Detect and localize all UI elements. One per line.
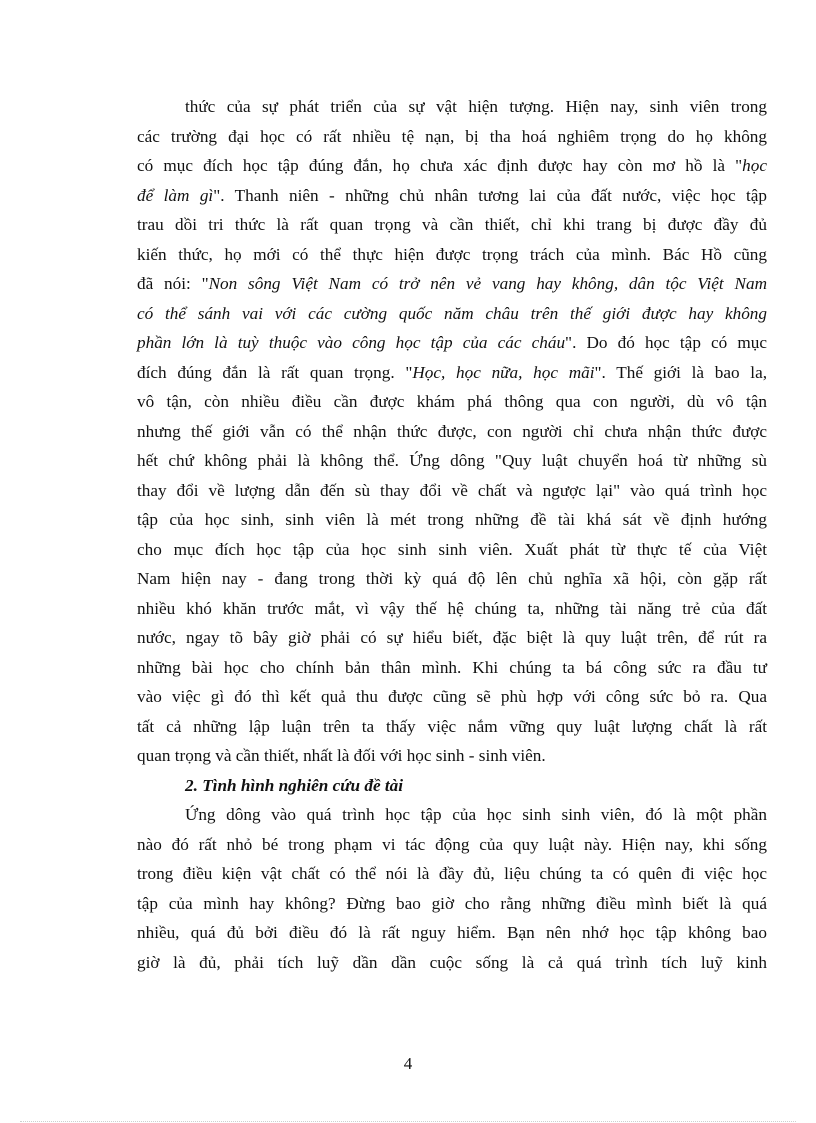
italic-run: Học, học nữa, học mãi [412,362,595,382]
text-line: thức của sự phát triển của sự vật hiện tượng. Hiện nay, sinh viên trong [185,97,767,116]
text-line [137,269,767,299]
text-line: trau dồi tri thức là rất quan trọng và cần thiết, chỉ khi trang bị được đầy đủ [137,215,767,234]
section-heading: 2. Tình hình nghiên cứu đề tài [185,775,404,795]
italic-run: học [742,156,767,175]
text-run: ". Do đó học tập có mục [565,333,767,352]
text-line [137,151,767,181]
text-line [137,358,767,388]
text-line: kiến thức, họ mới có thể thực hiện được trọng trách của mình. Bác Hồ cũng [137,244,767,264]
page-bottom-divider [20,1121,796,1122]
text-line: giờ là đủ, phải tích luỹ dần dần cuộc sống là cả quá trình tích luỹ kinh [137,952,767,972]
text-run: đích đúng đắn là rất quan trọng. " [137,362,413,382]
text-run: có mục đích học tập đúng đắn, họ chưa xác định được hay còn mơ hồ là " [137,156,743,175]
text-line: nước, ngay tõ bây giờ phải có sự hiểu biết, đặc biệt là quy luật trên, để rút ra [137,628,767,647]
text-run: ". Thanh niên - những chủ nhân tương lai của đất nước, việc học tập [213,185,767,205]
text-line: cho mục đích học tập của học sinh sinh viên. Xuất phát từ thực tế của Việt [137,539,767,559]
text-line [137,181,767,211]
text-line: Nam hiện nay - đang trong thời kỳ quá độ lên chủ nghĩa xã hội, còn gặp rất [137,569,767,588]
text-line: thay đổi về lượng dẫn đến sù thay đổi về chất và ngược lại" vào quá trình học [137,480,767,500]
text-line: các trường đại học có rất nhiều tệ nạn, bị tha hoá nghiêm trọng do họ không [137,126,767,146]
text-line: quan trọng và cần thiết, nhất là đối với học sinh - sinh viên. [137,746,546,765]
text-line: tập của mình hay không? Đừng bao giờ cho rằng những điều mình biết là quá [137,893,767,913]
text-line: Ứng dông vào quá trình học tập của học sinh sinh viên, đó là một phần [185,805,767,824]
text-line: trong điều kiện vật chất có thể nói là đầy đủ, liệu chúng ta có quên đi việc học [137,864,767,883]
italic-run: phần lớn là tuỳ thuộc vào công học tập của các cháu [137,333,566,352]
text-line: những bài học cho chính bản thân mình. Khi chúng ta bá công sức ra đầu tư [137,657,767,677]
text-line: có thể sánh vai với các cường quốc năm châu trên thế giới được hay không [137,303,767,323]
text-line: nhiều khó khăn trước mắt, vì vậy thế hệ chúng ta, những tài năng trẻ của đất [137,598,767,618]
paragraph-2 [137,800,767,977]
italic-run: Non sông Việt Nam có trở nên vẻ vang hay không, dân tộc Việt Nam [208,274,767,293]
text-line [137,328,767,358]
text-line: hết chứ không phải là không thể. Ứng dông "Quy luật chuyển hoá từ những sù [137,451,767,470]
text-run: đã nói: " [137,274,209,293]
text-line: vô tận, còn nhiều điều cần được khám phá thông qua con người, dù vô tận [137,392,767,411]
text-line: nhưng thế giới vẫn có thể nhận thức được, con người chỉ chưa nhận thức được [137,421,767,441]
text-line: vào việc gì đó thì kết quả thu được cũng sẽ phù hợp với công sức bỏ ra. Qua [137,687,767,706]
italic-run: để làm gì [137,185,214,205]
paragraph-1 [137,92,767,771]
text-line: tập của học sinh, sinh viên là mét trong những đề tài khá sát về định hướng [137,510,767,529]
page-number: 4 [403,1054,413,1073]
body-text [137,92,767,977]
text-line: nào đó rất nhỏ bé trong phạm vi tác động của quy luật này. Hiện nay, khi sống [137,834,767,854]
text-run: ". Thế giới là bao la, [594,362,767,382]
text-line: nhiều, quá đủ bởi điều đó là rất nguy hiểm. Bạn nên nhớ học tập không bao [137,923,767,942]
text-line: tất cả những lập luận trên ta thấy việc nắm vững quy luật lượng chất là rất [137,716,767,736]
